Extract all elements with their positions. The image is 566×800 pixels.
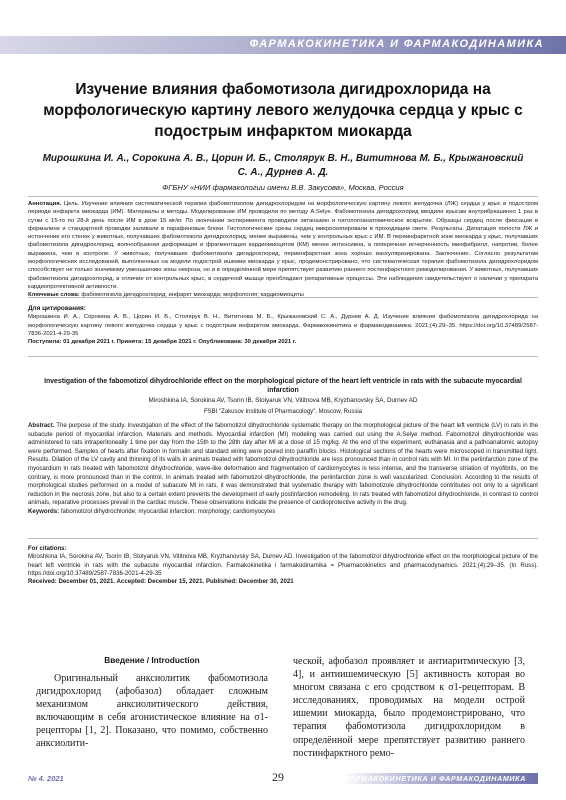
footer-issue: № 4. 2021 (28, 774, 64, 783)
ru-abstract-label: Аннотация. (28, 201, 62, 207)
en-cite: Miroshkina IA, Sorokina AV, Tsorin IB, Stolyaruk VN, Vititnova MB, Kryzhanovsky SA, Durnev AD. Investigation of the fabomotizol dihydrochloride effect on the morphological picture of the heart left ventricle in rats with the subacute myocardial infarction. Farmakokinetika i farmakodinamika = Pharmacokinetics and pharmacodynamics. 2021;(4):29–35. (In Russ). https://doi.org/10.37489/2587-7836-2021-4-29-35 (28, 553, 538, 577)
divider (28, 297, 538, 298)
ru-authors: Мирошкина И. А., Сорокина А. В., Цорин И. Б., Столярук В. Н., Вититнова М. Б., Крыжановский С. А., Дурнев А. Д. (42, 153, 524, 178)
ru-cite-label: Для цитирования: (28, 305, 86, 312)
ru-keywords: фабомотизола дигидрохлорид; инфаркт миокарда; морфология; кардиомиоциты (81, 292, 304, 299)
ru-dates: Поступила: 01 декабря 2021 г. Принята: 15 декабря 2021 г. Опубликована: 30 декабря 2021 г. (28, 339, 297, 346)
journal-header (0, 36, 566, 54)
en-dates: Received: December 01, 2021. Accepted: December 15, 2021. Published: December 30, 2021 (28, 578, 294, 586)
ru-affiliation: ФГБНУ «НИИ фармакологии имени В.В. Закусова», Москва, Россия (162, 183, 404, 192)
en-citation-block (28, 543, 538, 586)
body-column-right: ческой, афобазол проявляет и антиаритмическую [3, 4], и антиишемическую [5] активность которая во многом связана с его сродством к σ1-рецепторам. В исследованиях, проводимых на модели острой ишемии миокарда, было продемонстрировано, что терапия фабомотизола дигидрохлоридом в определённой мере препятствует развитию раннего постинфарктного ремо- (293, 656, 525, 759)
ru-citation-block (28, 302, 538, 346)
en-title: Investigation of the fabomotizol dihydrochloride effect on the morphological picture of the heart left ventricle in rats with the subacute myocardial infarction (44, 378, 522, 395)
footer-journal: ФАРМАКОКИНЕТИКА И ФАРМАКОДИНАМИКА (344, 774, 526, 783)
en-affiliation: FSBI "Zakusov Institute of Pharmacology", Moscow, Russia (204, 409, 362, 415)
en-abstract-text: The purpose of the study. Investigation of the effect of the fabomotizol dihydrochloride systematic therapy on the morphological picture of the heart left ventricle (LV) in rats in the subacute period of myocardial infarction. Materials and methods. Myocardial infarction (MI) modeling was carried out using the A.Selye method. Fabomotizol dihydrochloride was administered to rats intraperitoneally 1 time per day from the 15th to the 28th day after MI at a dose of 15 mg/kg. At the end of the experiment, euthanasia and a pathoanatomic autopsy were performed. Samples of hearts after fixation in formalin and standard wiring were poured into paraffin blocks. Histological sections of the hearts were microscoped in transmitted light. Results. Dilation of the LV cavity and thinning of its walls in animals treated with fabomotizol dihydrochloride are less pronounced than in control rats with MI. In the periinfarction zone of the myocardium in rats treated with fabomotizol dihydrochloride, wave-like deformation and fragmentation of cardiomyocytes is less intense, and the transverse striation of myofibrils, on the contrary, is more pronounced than in the control. In animals treated with fabomotizol dihydrochloride, the periinfarction zone is well vascularized. Conclusion. According to the results of morphological studies performed on a model of subacute MI in rats, it was demonstrated that systematic therapy with fabomotizole dihydrochloride contributes not only to a significant reduction in the necrosis zone, but also to a certain extent prevents the development of early postinfarction remodeling. In rats treated with fabomotizol dihydrochloride, in contrast to control animals, reparative processes prevail in the cardiac muscle. These observations indicate the presence of cardioprotective activity in the drug. (28, 422, 538, 507)
body-column-left: Оригинальный анксиолитик фабомотизола дигидрохлорид (афобазол) обладает сложным механизмом анксиолитического действия, включающим в себя агонистическое влияние на σ1-рецепторы [1, 2]. Показано, что помимо, собственно анксиолити- (36, 673, 268, 750)
page-number: 29 (272, 770, 284, 784)
en-keywords-label: Keywords: (28, 507, 60, 515)
en-authors: Miroshkina IA, Sorokina AV, Tsorin IB, Stolyaruk VN, Vititnova MB, Kryzhanovsky SA, Durnev AD (148, 397, 418, 404)
en-abstract-block (28, 422, 538, 517)
en-keywords: fabomotizol dihydrochloride; myocardial infarction; morphology; cardiomyocytes (60, 507, 276, 515)
ru-abstract-block (28, 197, 538, 300)
en-cite-label: For citations: (28, 545, 67, 552)
ru-cite: Мирошкина И. А., Сорокина А. В., Цорин И. Б., Столярук В. Н., Вититнова М. Б., Крыжановский С. А., Дурнев А. Д. Изучение влияния фабомотизола дигидрохлорида на морфологическую картину левого желудочка сердца у крыс с подострым инфарктом миокарда. Фармакокинетика и фармакодинамика. 2021;(4):29–35. https://doi.org/10.37489/2587-7836-2021-4-29-35 (28, 314, 538, 337)
ru-title: Изучение влияния фабомотизола дигидрохлорида на морфологическую картину левого желудочка сердца у крыс с подострым инфарктом миокарда (43, 81, 523, 140)
ru-keywords-label: Ключевые слова: (28, 292, 80, 299)
section-title: Введение / Introduction (104, 655, 200, 665)
ru-abstract-text: Цель. Изучение влияния систематической терапии фабомотизолом дигидрохлоридом на морфологическую картину левого желудочка (ЛЖ) сердца у крыс в подостром периоде инфаркта миокарда (ИМ). Материалы и методы. Моделирование ИМ проводили по методу A.Selye. Фабомотизола дигидрохлорид вводили крысам внутрибрюшинно 1 раз в сутки с 15-го по 28-й день после ИМ в дозе 15 мг/кг. По окончании эксперимента проводили эвтаназию и патологоанатомическое вскрытие. Образцы сердец после фиксации в формалине и стандартной проводки заливали в парафиновые блоки. Гистологические срезы сердец микроскопировали в проходящем свете. Результаты. Дилатация полости ЛЖ и истончение его стенок у животных, получавших фабомотизола дигидрохлорид, менее выражены, чем у контрольных крыс с ИМ. В периинфарктной зоне миокарда у крыс, получавших фабомотизола дигидрохлорид, волнообразная деформация и фрагментация кардиомиоцитов (КМ) менее интенсивна, а поперечная исчерченность миофибрилл, напротив, более выражена, чем в контроле. У животных, получавших фабомотизола дигидрохлорид, периинфарктная зона хорошо васкуляризирована. Заключение. Согласно результатам морфологических исследований, выполненных на модели подострой ишемии миокарда у крыс, продемонстрировано, что систематическая терапия фабомотизола дигидрохлоридом способствует не только значимому уменьшению зоны некроза, но и в определённой мере препятствует развитию раннего постинфарктного ремоделирования. У животных, получавших фабомотизола дигидрохлорид, в отличие от контрольных крыс, в сердечной мышце преобладают репаративные процессы. Эти наблюдения свидетельствуют о наличии у препарата кардиопротективной активности. (28, 201, 538, 290)
page-footer (0, 771, 566, 787)
journal-banner: ФАРМАКОКИНЕТИКА И ФАРМАКОДИНАМИКА (249, 38, 544, 50)
divider (28, 538, 538, 539)
en-abstract-label: Abstract. (28, 422, 55, 429)
divider (28, 356, 538, 357)
